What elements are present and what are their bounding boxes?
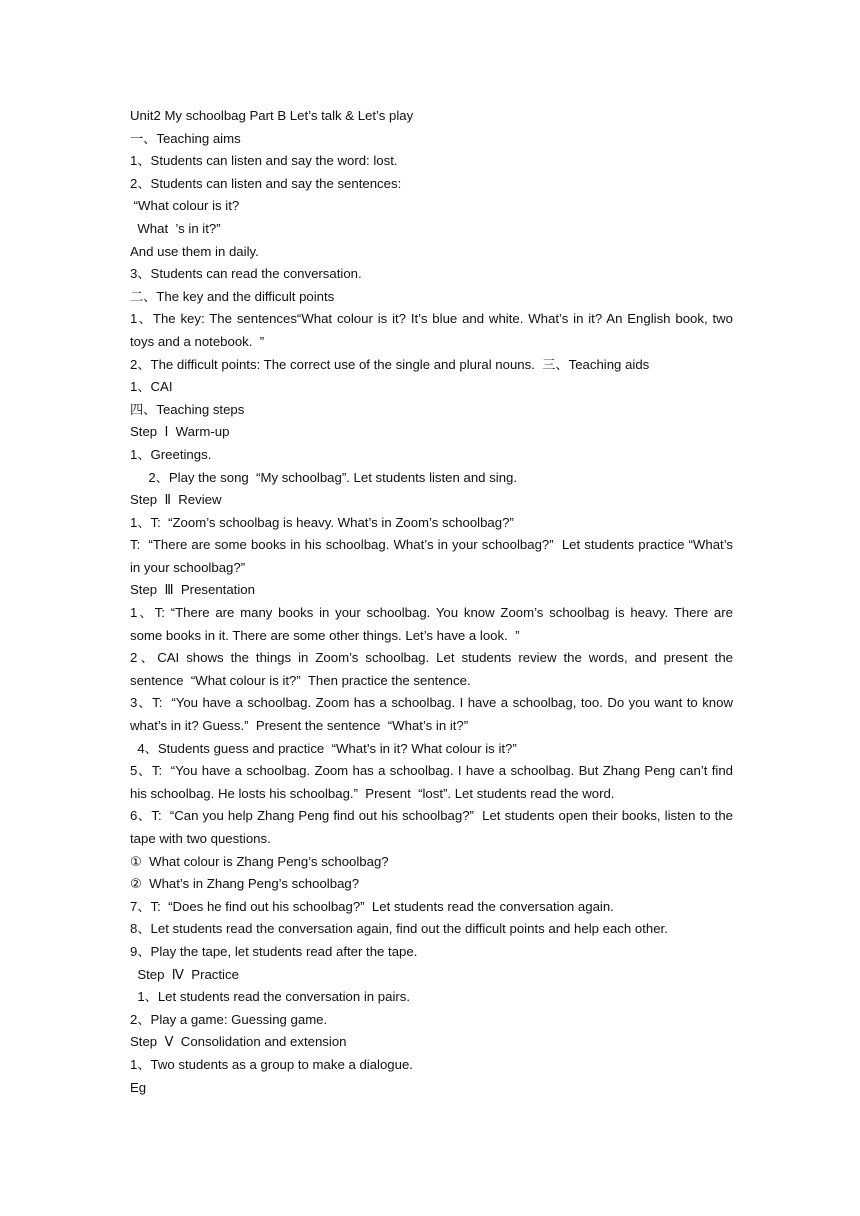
step-heading: Step Ⅴ Consolidation and extension [130,1034,347,1050]
section-heading: 二、The key and the difficult points [130,288,335,304]
text-line: 2、Play a game: Guessing game. [130,1011,328,1027]
step-heading: Step Ⅲ Presentation [130,582,255,598]
section-heading: 一、Teaching aims [130,130,241,146]
paragraph: T: “There are some books in his schoolbag. What’s in your schoolbag?” Let students practice “What’s in your schoolbag?” [130,537,737,575]
text-line: 8、Let students read the conversation again, find out the difficult points and help each other. [130,921,668,937]
section-heading: 四、Teaching steps [130,401,245,417]
paragraph: 5、T: “You have a schoolbag. Zoom has a schoolbag. I have a schoolbag. But Zhang Peng can’t find his schoolbag. He losts his schoolbag.” Present “lost”. Let students read the word. [130,763,737,801]
text-line: 1、Greetings. [130,446,212,462]
text-line: 2、Play the song “My schoolbag”. Let students listen and sing. [130,469,518,485]
text-line: 2、Students can listen and say the sentences: [130,175,402,191]
paragraph: 2、The difficult points: The correct use of the single and plural nouns. 三、Teaching aids [130,356,650,372]
paragraph: 3、T: “You have a schoolbag. Zoom has a schoolbag. I have a schoolbag, too. Do you want to know what’s in it? Guess.” Present the sentence “What’s in it?” [130,695,737,734]
question-line: ① What colour is Zhang Peng’s schoolbag? [130,853,389,869]
text-line: “What colour is it? [130,198,240,214]
text-line: 9、Play the tape, let students read after the tape. [130,943,418,959]
document-body [130,105,737,1099]
step-heading: Step Ⅱ Review [130,492,222,508]
paragraph: 2、CAI shows the things in Zoom’s schoolbag. Let students review the words, and present the sentence “What colour is it?” Then practice the sentence. [130,650,737,688]
text-line: 1、CAI [130,379,173,395]
paragraph: 1、The key: The sentences“What colour is it? It’s blue and white. What’s in it? An English book, two toys and a notebook. ” [130,311,737,349]
text-line: 1、Let students read the conversation in pairs. [130,989,411,1005]
text-line: 7、T: “Does he find out his schoolbag?” Let students read the conversation again. [130,898,614,914]
text-line: 1、T: “Zoom’s schoolbag is heavy. What’s in Zoom’s schoolbag?” [130,514,514,530]
paragraph: 6、T: “Can you help Zhang Peng find out his schoolbag?” Let students open their books, listen to the tape with two questions. [130,808,737,846]
text-line: 1、Two students as a group to make a dialogue. [130,1056,413,1072]
text-line: 1、Students can listen and say the word: lost. [130,153,398,169]
step-heading: Step Ⅳ Practice [130,966,239,982]
text-line: 4、Students guess and practice “What’s in it? What colour is it?” [130,740,517,756]
text-line: Eg [130,1079,147,1095]
paragraph: 1、T: “There are many books in your schoolbag. You know Zoom’s schoolbag is heavy. There are some books in it. There are some other things. Let’s have a look. ” [130,605,737,643]
text-line: 3、Students can read the conversation. [130,266,362,282]
question-line: ② What’s in Zhang Peng’s schoolbag? [130,876,360,892]
doc-title: Unit2 My schoolbag Part B Let’s talk & Let’s play [130,108,414,123]
step-heading: Step Ⅰ Warm-up [130,424,230,440]
text-line: And use them in daily. [130,243,259,259]
text-line: What ’s in it?” [130,220,221,236]
